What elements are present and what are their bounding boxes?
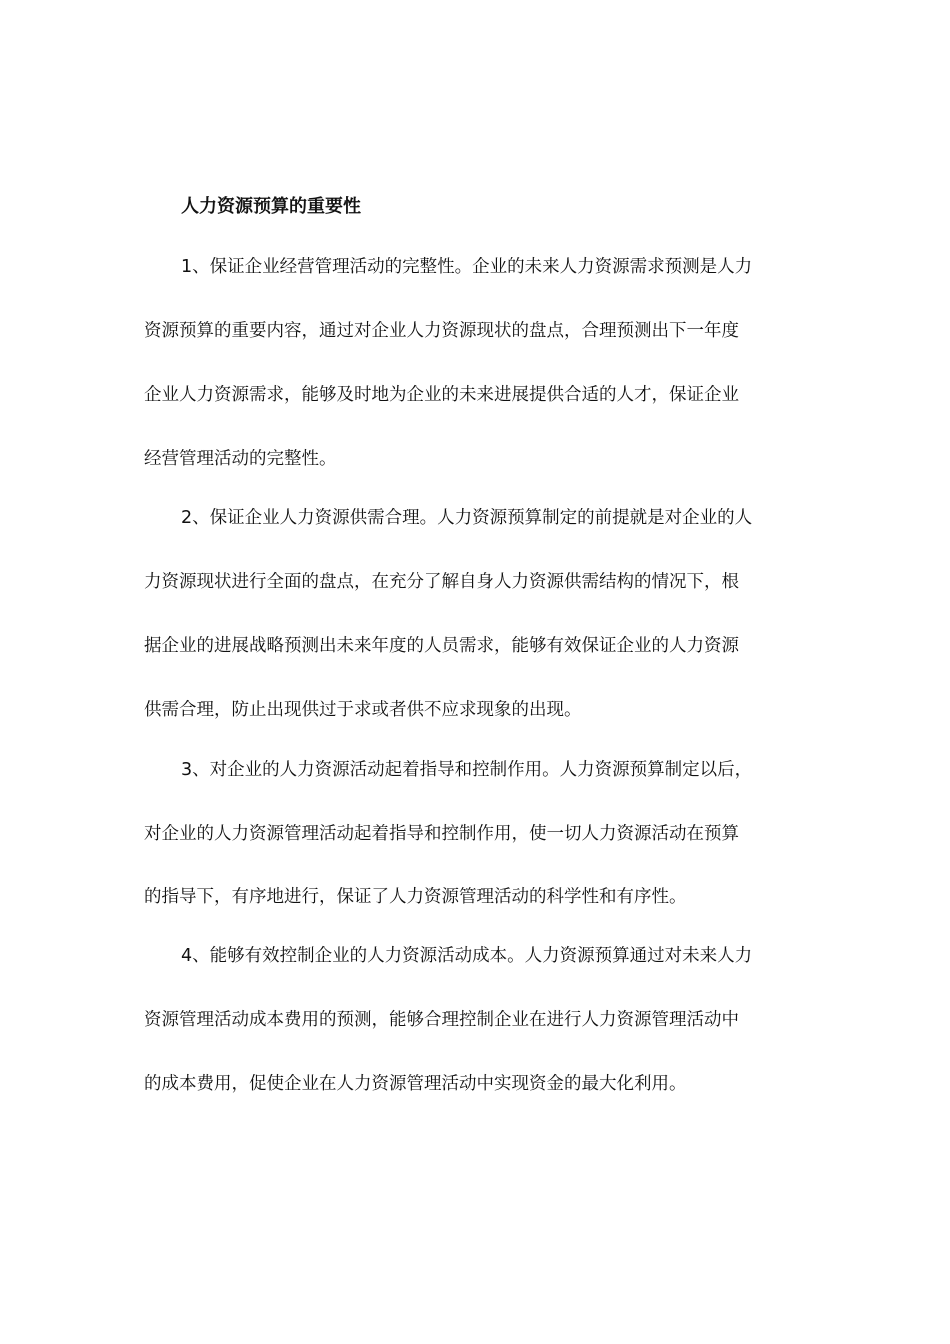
paragraph-1-line-4: 经营管理活动的完整性。 xyxy=(144,449,337,469)
paragraph-4-line-3: 的成本费用，促使企业在人力资源管理活动中实现资金的最大化利用。 xyxy=(144,1074,687,1094)
paragraph-3-line-2: 对企业的人力资源管理活动起着指导和控制作用，使一切人力资源活动在预算 xyxy=(144,824,739,844)
document-title: 人力资源预算的重要性 xyxy=(181,196,361,217)
paragraph-4-line-1: 4、能够有效控制企业的人力资源活动成本。人力资源预算通过对未来人力 xyxy=(181,946,753,966)
paragraph-3-line-1: 3、对企业的人力资源活动起着指导和控制作用。人力资源预算制定以后， xyxy=(181,760,753,780)
paragraph-2-line-1: 2、保证企业人力资源供需合理。人力资源预算制定的前提就是对企业的人 xyxy=(181,508,753,528)
paragraph-2-line-2: 力资源现状进行全面的盘点，在充分了解自身人力资源供需结构的情况下，根 xyxy=(144,572,739,592)
paragraph-3-line-3: 的指导下，有序地进行，保证了人力资源管理活动的科学性和有序性。 xyxy=(144,887,687,907)
paragraph-1-line-1: 1、保证企业经营管理活动的完整性。企业的未来人力资源需求预测是人力 xyxy=(181,257,753,277)
paragraph-1-line-3: 企业人力资源需求，能够及时地为企业的未来进展提供合适的人才，保证企业 xyxy=(144,385,739,405)
paragraph-1-line-2: 资源预算的重要内容，通过对企业人力资源现状的盘点，合理预测出下一年度 xyxy=(144,321,739,341)
paragraph-4-line-2: 资源管理活动成本费用的预测，能够合理控制企业在进行人力资源管理活动中 xyxy=(144,1010,739,1030)
paragraph-2-line-3: 据企业的进展战略预测出未来年度的人员需求，能够有效保证企业的人力资源 xyxy=(144,636,739,656)
paragraph-2-line-4: 供需合理，防止出现供过于求或者供不应求现象的出现。 xyxy=(144,700,582,720)
